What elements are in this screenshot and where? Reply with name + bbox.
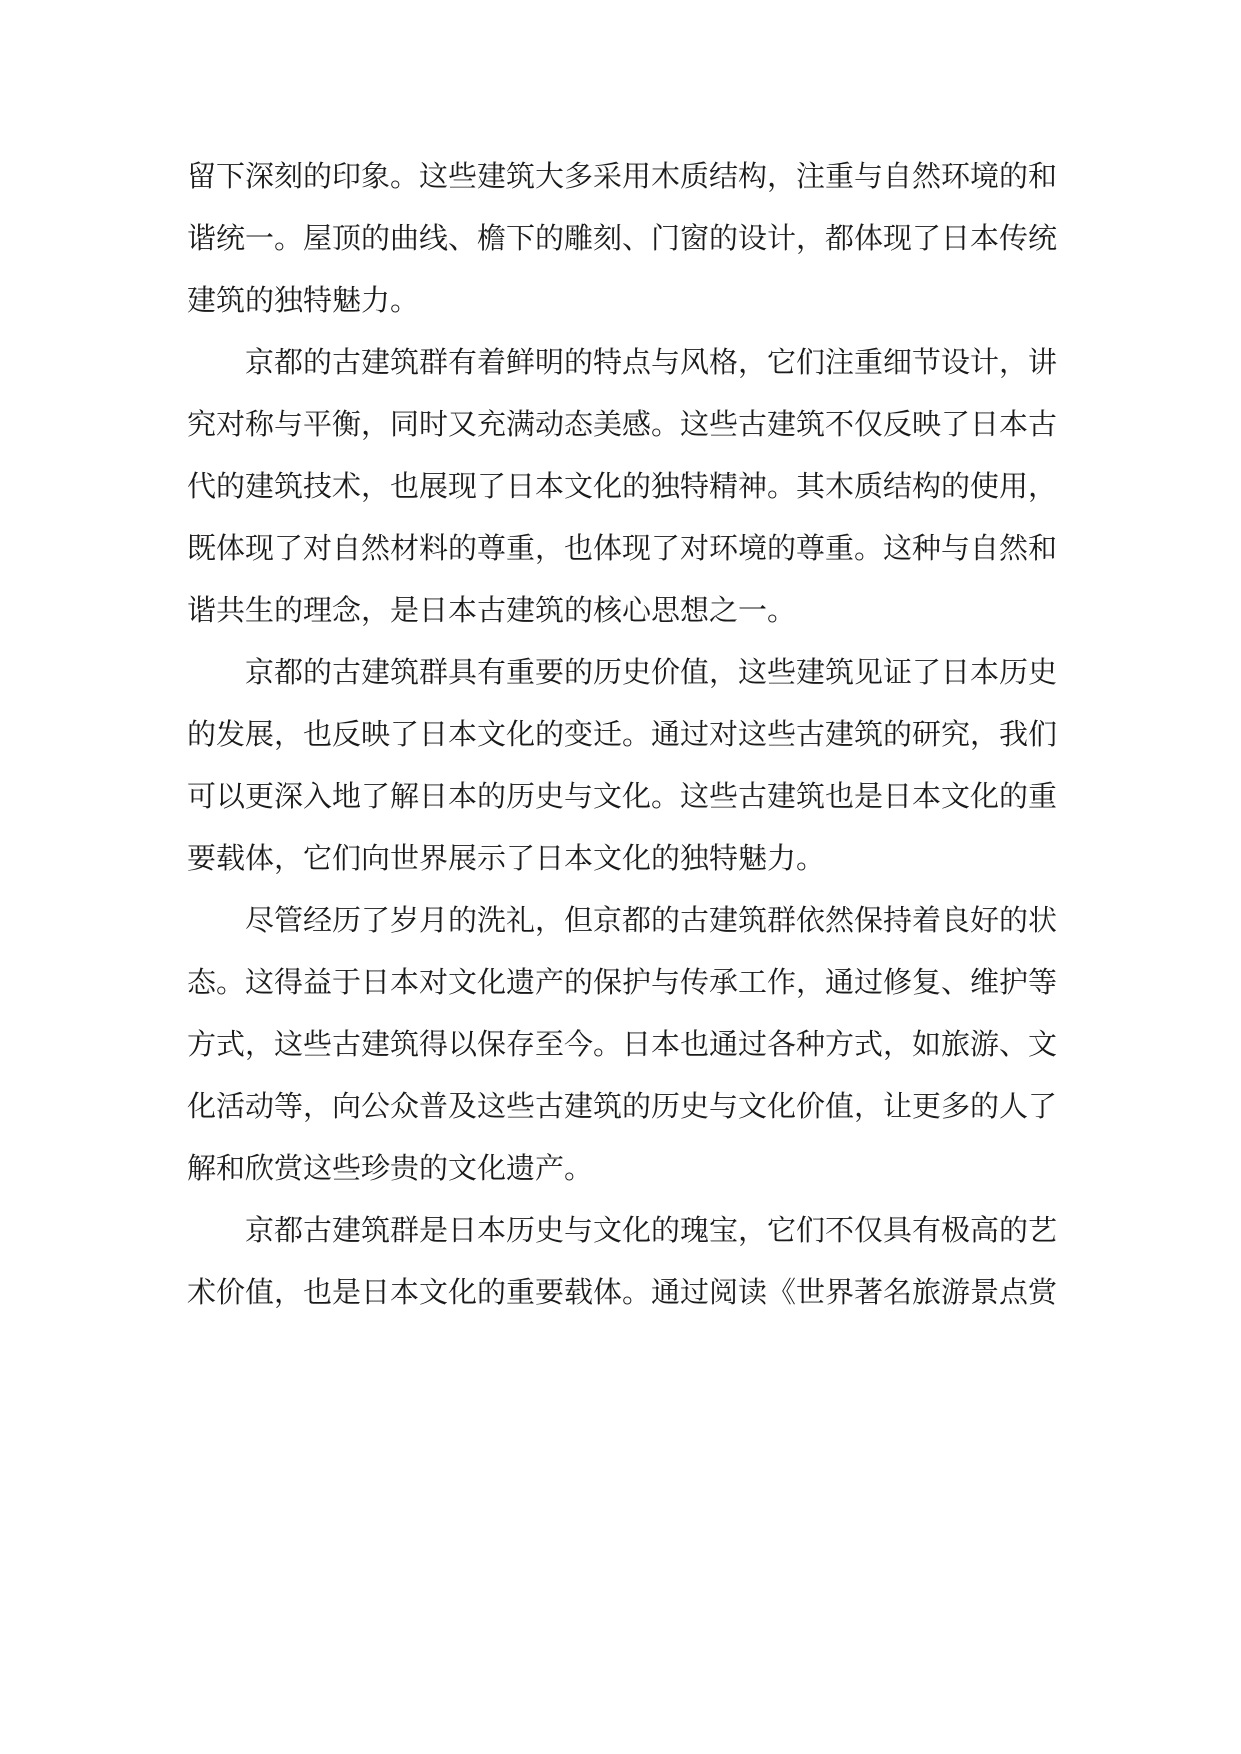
paragraph-conclusion: 京都古建筑群是日本历史与文化的瑰宝，它们不仅具有极高的艺术价值，也是日本文化的重要载体。通过阅读《世界著名旅游景点赏 [187, 1213, 1058, 1309]
paragraph-continuation: 留下深刻的印象。这些建筑大多采用木质结构，注重与自然环境的和谐统一。屋顶的曲线、檐下的雕刻、门窗的设计，都体现了日本传统建筑的独特魅力。 [187, 159, 1058, 317]
paragraph-history: 京都的古建筑群具有重要的历史价值，这些建筑见证了日本历史的发展，也反映了日本文化的变迁。通过对这些古建筑的研究，我们可以更深入地了解日本的历史与文化。这些古建筑也是日本文化的重要载体，它们向世界展示了日本文化的独特魅力。 [187, 655, 1058, 875]
paragraph-features: 京都的古建筑群有着鲜明的特点与风格，它们注重细节设计，讲究对称与平衡，同时又充满动态美感。这些古建筑不仅反映了日本古代的建筑技术，也展现了日本文化的独特精神。其木质结构的使用，既体现了对自然材料的尊重，也体现了对环境的尊重。这种与自然和谐共生的理念，是日本古建筑的核心思想之一。 [187, 345, 1058, 627]
document-page [187, 145, 1057, 1323]
paragraph-preservation: 尽管经历了岁月的洗礼，但京都的古建筑群依然保持着良好的状态。这得益于日本对文化遗产的保护与传承工作，通过修复、维护等方式，这些古建筑得以保存至今。日本也通过各种方式，如旅游、文化活动等，向公众普及这些古建筑的历史与文化价值，让更多的人了解和欣赏这些珍贵的文化遗产。 [187, 903, 1058, 1185]
